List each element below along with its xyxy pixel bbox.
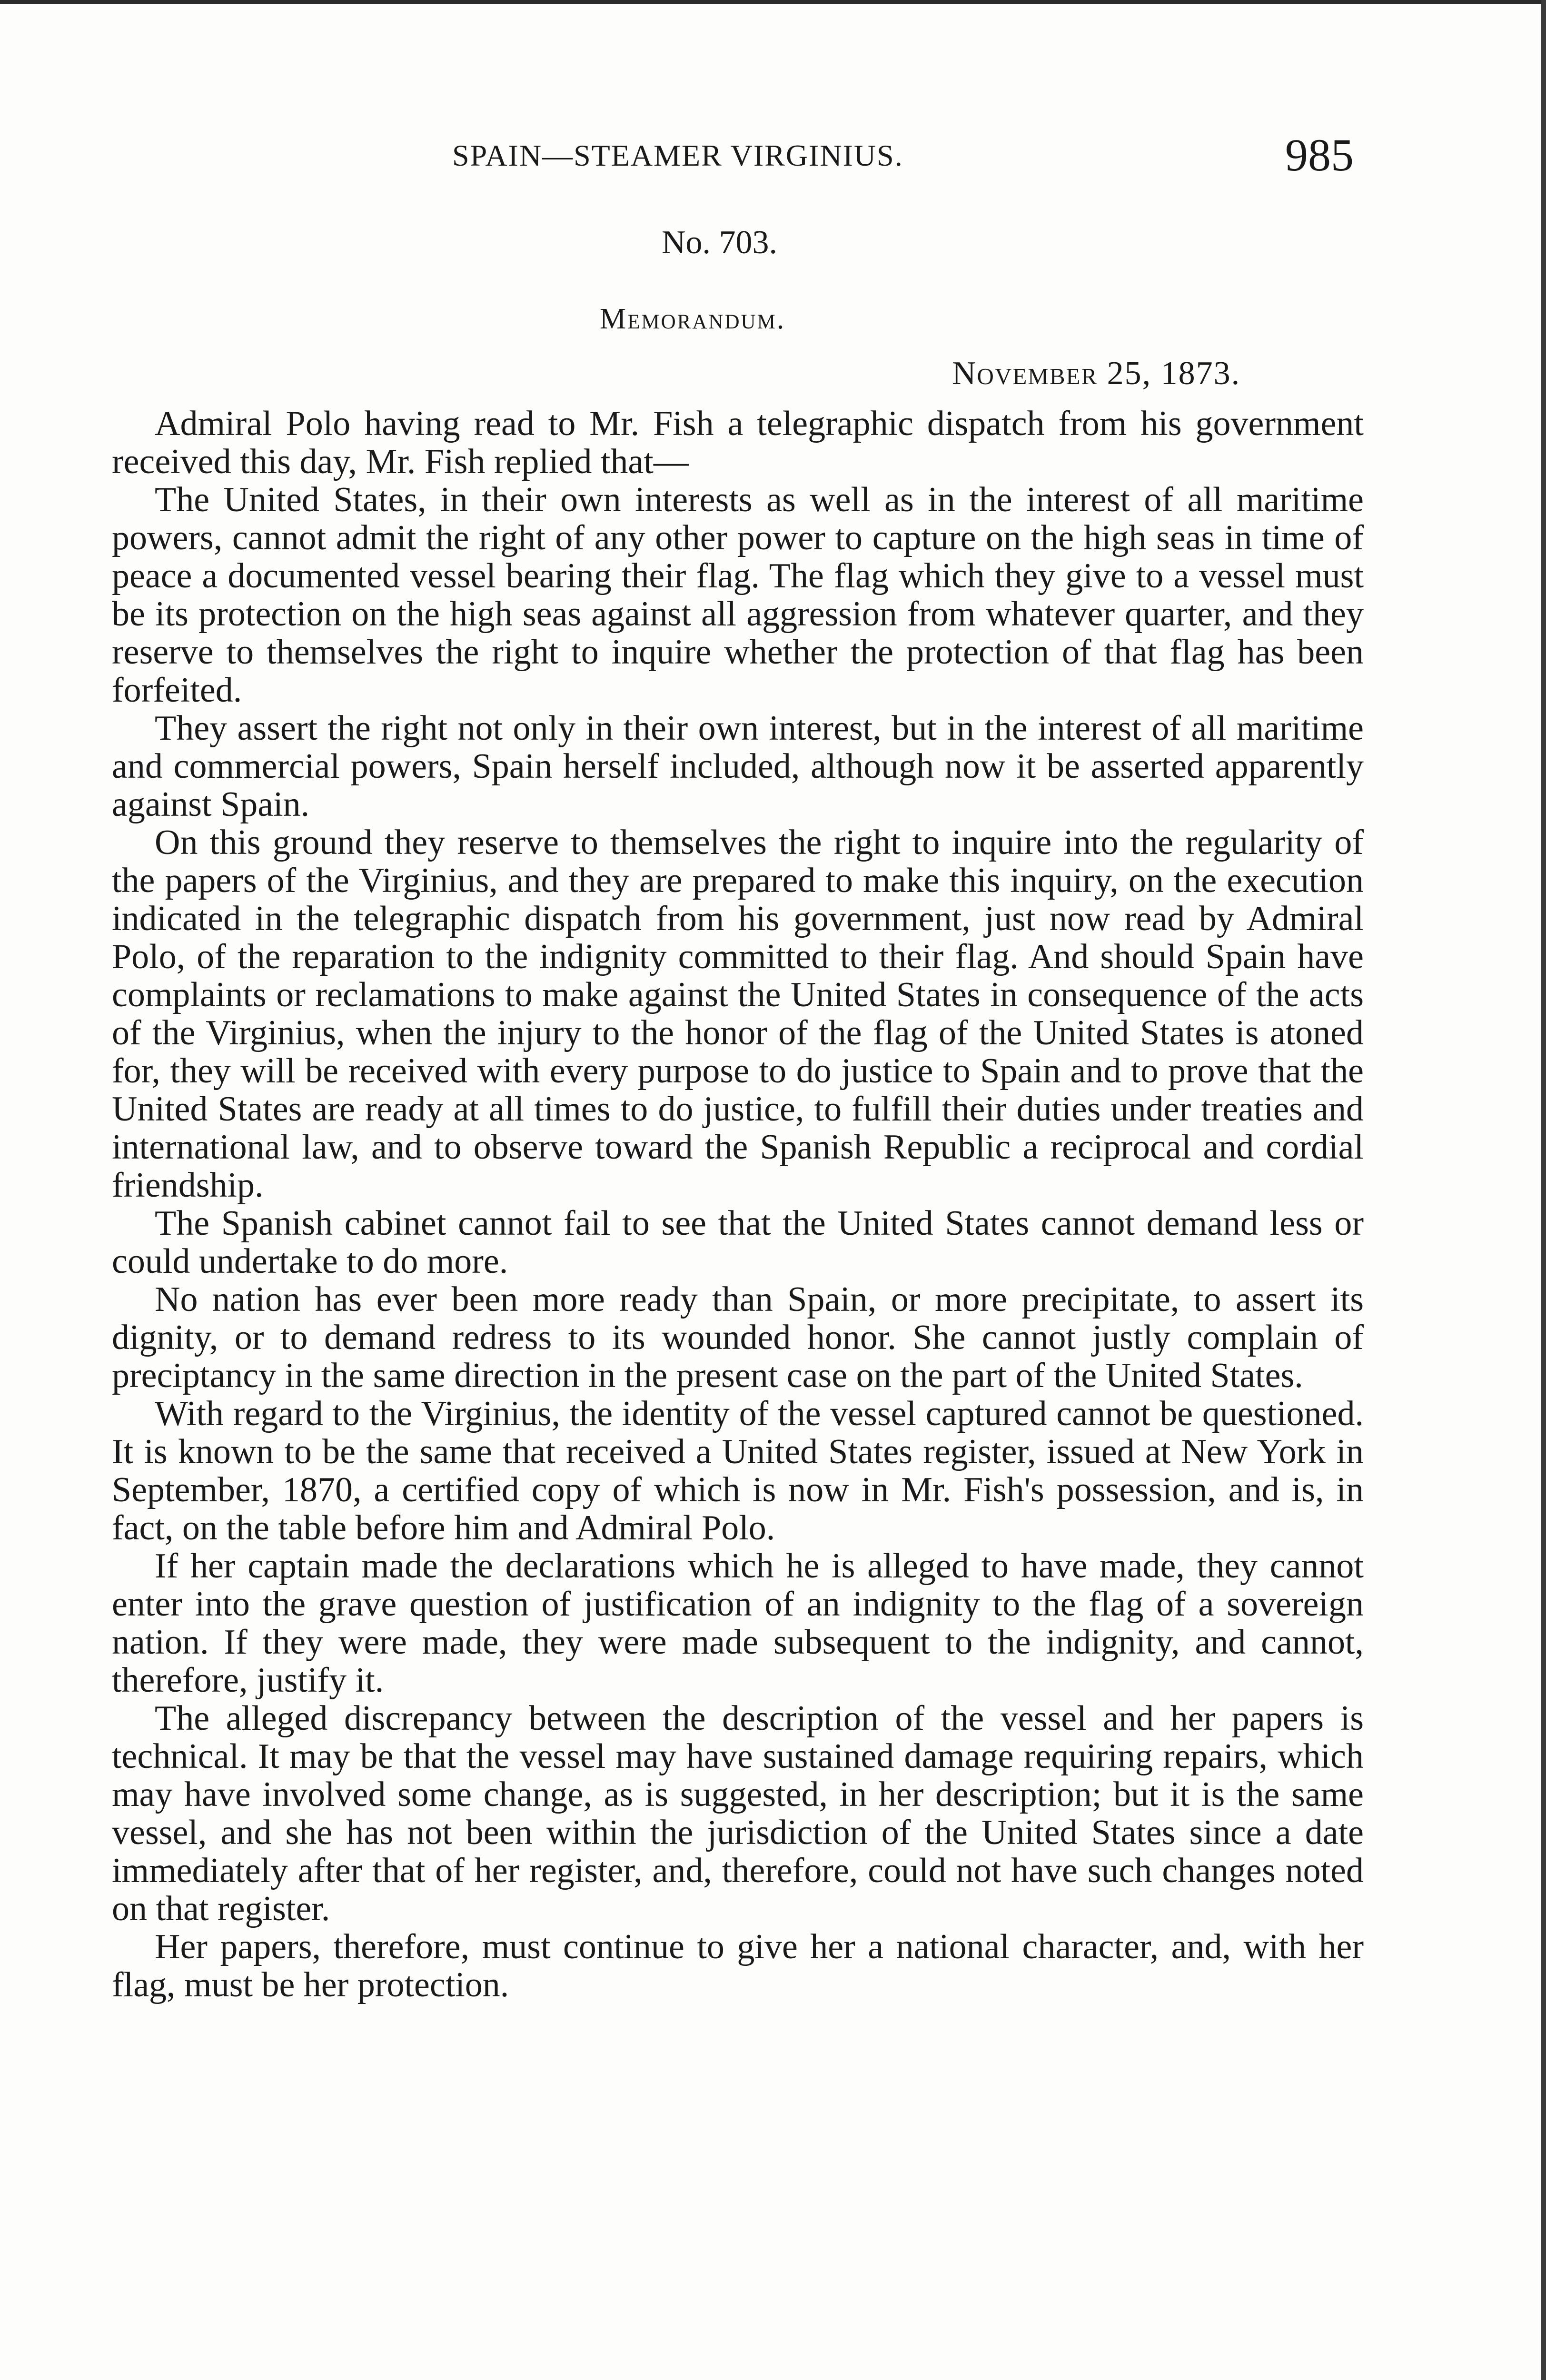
top-edge-rule [0,0,1546,4]
document-number: No. 703. [662,224,778,261]
document-type-heading: Memorandum. [600,303,786,335]
right-edge-rule [1541,0,1546,2380]
paragraph: They assert the right not only in their own interest, but in the interest of all maritime and commercial powers, Spain herself included, although now it be asserted apparently against Spain. [112,709,1364,824]
paragraph: The alleged discrepancy between the description of the vessel and her papers is technical. It may be that the vessel may have sustained damage requiring repairs, which may have involved some change, as is suggested, in her description; but it is the same vessel, and she has not been within the jurisdiction of the United States since a date immediately after that of her register, and, therefore, could not have such changes noted on that register. [112,1699,1364,1928]
memorandum-body [112,405,1364,2004]
page-number: 985 [1285,129,1354,180]
paragraph: Admiral Polo having read to Mr. Fish a telegraphic dispatch from his government received this day, Mr. Fish replied that— [112,404,1364,481]
paragraph: With regard to the Virginius, the identity of the vessel captured cannot be questioned. It is known to be the same that received a United States register, issued at New York in September, 1870, a certified copy of which is now in Mr. Fish's possession, and is, in fact, on the table before him and Admiral Polo. [112,1394,1364,1547]
paragraph: If her captain made the declarations which he is alleged to have made, they cannot enter into the grave question of justification of an indignity to the flag of a sovereign nation. If they were made, they were made subsequent to the indignity, and cannot, therefore, justify it. [112,1547,1364,1700]
paragraph: Her papers, therefore, must continue to give her a national character, and, with her flag, must be her protection. [112,1927,1364,2004]
paragraph: The Spanish cabinet cannot fail to see that the United States cannot demand less or could undertake to do more. [112,1204,1364,1281]
paragraph: No nation has ever been more ready than Spain, or more precipitate, to assert its dignity, or to demand redress to its wounded honor. She cannot justly complain of preciptancy in the same direction in the present case on the part of the United States. [112,1280,1364,1395]
running-title: SPAIN—STEAMER VIRGINIUS. [452,139,903,172]
document-date: November 25, 1873. [952,355,1241,392]
paragraph: The United States, in their own interests as well as in the interest of all maritime powers, cannot admit the right of any other power to capture on the high seas in time of peace a documented vessel bearing their flag. The flag which they give to a vessel must be its protection on the high seas against all aggression from whatever quarter, and they reserve to themselves the right to inquire whether the protection of that flag has been forfeited. [112,480,1364,710]
paragraph: On this ground they reserve to themselves the right to inquire into the regularity of the papers of the Virginius, and they are prepared to make this inquiry, on the execution indicated in the telegraphic dispatch from his government, just now read by Admiral Polo, of the reparation to the indignity committed to their flag. And should Spain have complaints or reclamations to make against the United States in consequence of the acts of the Virginius, when the injury to the honor of the flag of the United States is atoned for, they will be received with every purpose to do justice to Spain and to prove that the United States are ready at all times to do justice, to fulfill their duties under treaties and international law, and to observe toward the Spanish Republic a reciprocal and cordial friendship. [112,823,1364,1205]
